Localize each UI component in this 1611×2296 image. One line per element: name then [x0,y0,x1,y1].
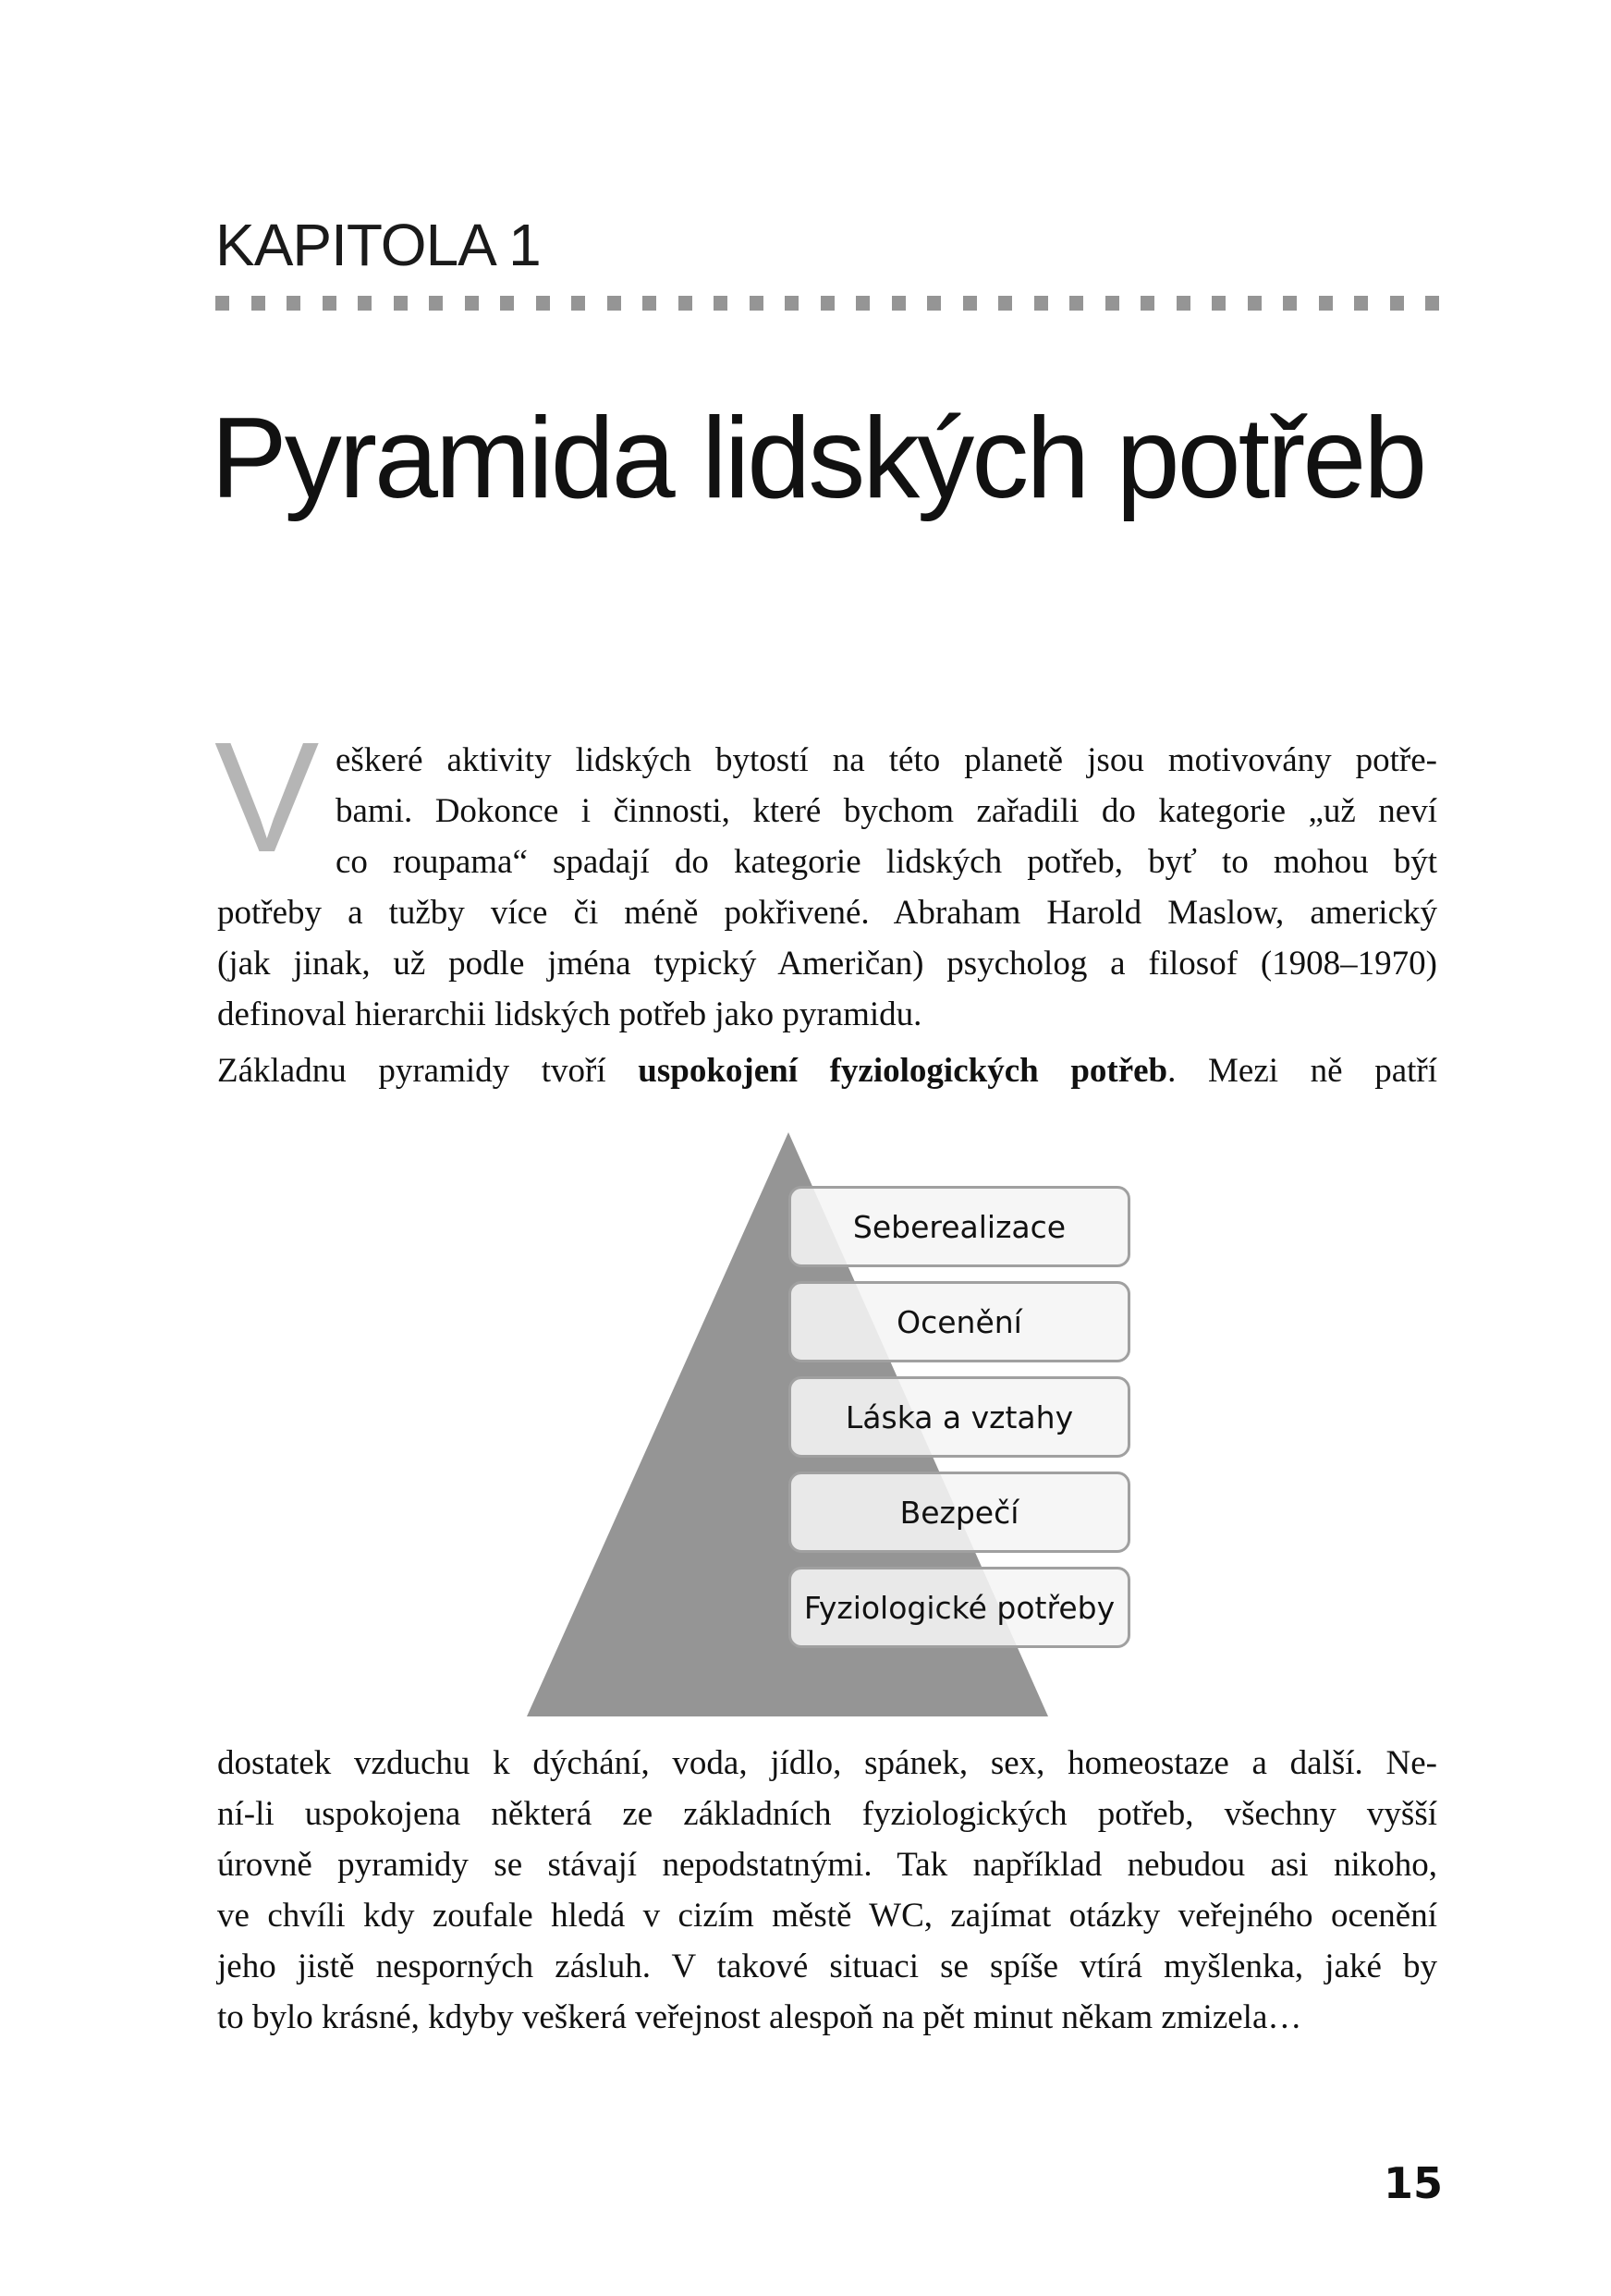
text-line: jeho jistě nesporných zásluh. V takové situaci se spíše vtírá myšlenka, jaké by [217,1948,1437,1985]
chapter-label: KAPITOLA 1 [215,212,541,278]
pyramid-level-esteem: Ocenění [788,1281,1130,1362]
paragraph-physiological [217,1738,1437,2043]
pyramid-level-love: Láska a vztahy [788,1376,1130,1458]
text-line: bami. Dokonce i činnosti, které bychom zařadili do kategorie „už neví [336,792,1437,830]
text-line: eškeré aktivity lidských bytostí na této planetě jsou motivovány potře- [336,741,1437,779]
text-line: úrovně pyramidy se stávají nepodstatnými. Tak například nebudou asi nikoho, [217,1846,1437,1884]
text-line: definoval hierarchii lidských potřeb jako pyramidu. [217,995,922,1033]
text-line: ní-li uspokojena některá ze základních fyziologických potřeb, všechny vyšší [217,1795,1437,1833]
pyramid-level-self-actualization: Seberealizace [788,1186,1130,1267]
drop-cap: V [214,710,320,885]
text-segment: . Mezi ně patří [1167,1052,1437,1090]
text-line: ve chvíli kdy zoufale hledá v cizím městě WC, zajímat otázky veřejného ocenění [217,1897,1437,1935]
text-line: co roupama“ spadají do kategorie lidských potřeb, byť to mohou být [336,843,1437,881]
page-number: 15 [1384,2158,1444,2208]
page-title: Pyramida lidských potřeb [211,395,1425,522]
text-line: potřeby a tužby více či méně pokřivené. Abraham Harold Maslow, americký [217,894,1437,932]
pyramid-level-safety: Bezpečí [788,1472,1130,1553]
text-line: dostatek vzduchu k dýchání, voda, jídlo, spánek, sex, homeostaze a další. Ne- [217,1744,1437,1782]
text-line: (jak jinak, už podle jména typický Američan) psycholog a filosof (1908–1970) [217,945,1437,983]
text-line: to bylo krásné, kdyby veškerá veřejnost alespoň na pět minut někam zmizela… [217,1998,1302,2036]
pyramid-level-physiological: Fyziologické potřeby [788,1567,1130,1648]
text-segment: Základnu pyramidy tvoří [217,1052,639,1090]
bold-term: uspokojení fyziologických potřeb [638,1052,1168,1090]
